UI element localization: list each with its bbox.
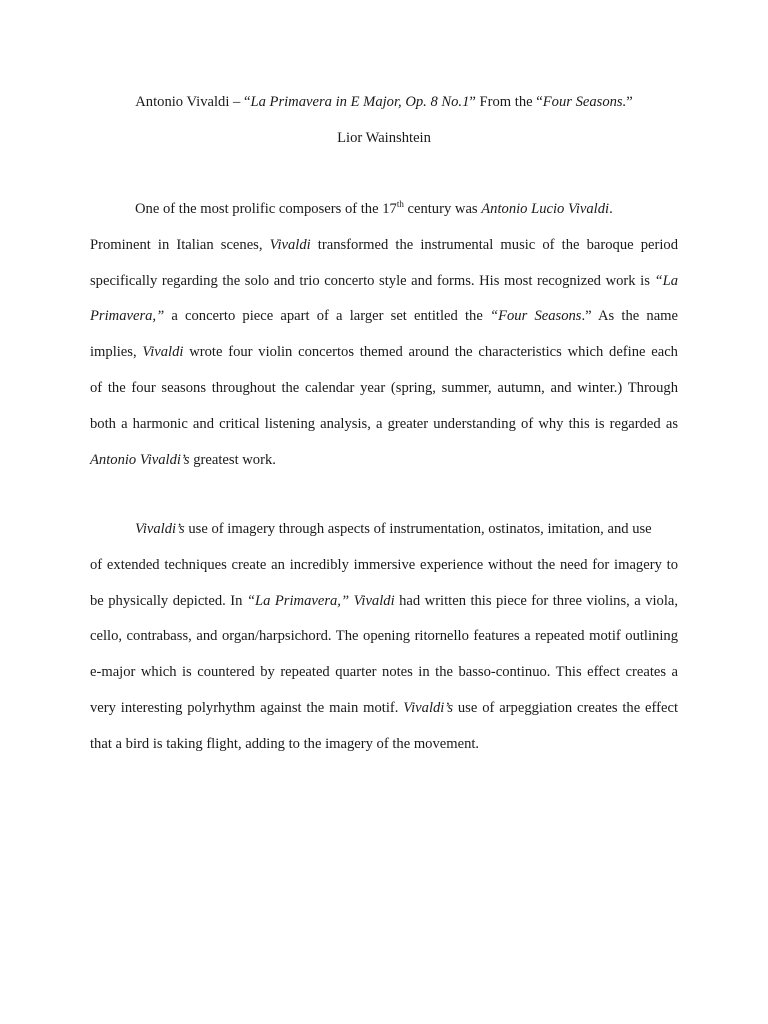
text-run: greatest work.: [189, 451, 276, 468]
italic-run: “La Primavera,”: [246, 592, 350, 609]
document-title: [0, 92, 768, 112]
paragraph-line: that a bird is taking flight, adding to the imagery of the movement.: [90, 735, 480, 752]
italic-run: “Four Seasons: [489, 308, 582, 325]
paragraph-line: [90, 192, 678, 228]
text-run: had written this piece for three violins, a viola,: [394, 592, 679, 609]
paragraph-line: [90, 228, 678, 264]
paragraph-line: [90, 443, 678, 479]
italic-run: Vivaldi: [353, 592, 395, 609]
text-run: .: [609, 201, 613, 217]
text-run: wrote four violin concertos themed around the characteristics which define each: [183, 344, 678, 361]
paragraph-line: of extended techniques create an incredibly immersive experience without the need for imagery to: [90, 556, 678, 573]
title-suffix: ”: [626, 94, 633, 110]
paragraph-line: [90, 512, 678, 548]
paragraph-2: [90, 512, 678, 763]
text-run: very interesting polyrhythm against the main motif.: [90, 699, 404, 716]
paragraph-line: cello, contrabass, and organ/harpsichord. The opening ritornello features a repeated motif outlining: [90, 628, 678, 645]
paragraph-line: [90, 584, 678, 620]
paragraph-line: of the four seasons throughout the calendar year (spring, summer, autumn, and winter.) Through: [90, 379, 678, 396]
author-name: Lior Wainshtein: [337, 130, 431, 146]
italic-run: Vivaldi’s: [135, 521, 185, 537]
text-run: One of the most prolific composers of the 17: [135, 201, 397, 217]
paragraph-line: [90, 264, 678, 300]
text-run: transformed the instrumental music of the baroque period: [310, 236, 678, 253]
text-run: implies,: [90, 344, 143, 361]
italic-run: Vivaldi: [269, 236, 311, 253]
text-run: .” As the name: [581, 308, 678, 325]
title-prefix: Antonio Vivaldi – “: [135, 94, 251, 110]
paragraph-line: [90, 335, 678, 371]
paragraph-line: e-major which is countered by repeated quarter notes in the basso-continuo. This effect creates a: [90, 664, 678, 681]
paragraph-1: [90, 192, 678, 478]
text-run: century was: [403, 201, 482, 217]
text-run: Prominent in Italian scenes,: [90, 236, 270, 253]
paragraph-line: [90, 299, 678, 335]
paragraph-line: [90, 691, 678, 727]
title-middle: ” From the “: [469, 94, 543, 110]
text-run: use of arpeggiation creates the effect: [453, 699, 679, 716]
text-run: a concerto piece apart of a larger set entitled the: [164, 308, 490, 325]
title-set: Four Seasons.: [542, 94, 627, 110]
italic-run: Vivaldi’s: [403, 699, 454, 716]
title-piece: La Primavera in E Major, Op. 8 No.1: [250, 94, 470, 110]
italic-run: Antonio Vivaldi’s: [90, 451, 190, 468]
italic-run: Antonio Lucio Vivaldi: [481, 201, 610, 217]
paragraph-line: both a harmonic and critical listening analysis, a greater understanding of why this is regarded as: [90, 415, 678, 432]
italic-run: “La: [654, 272, 678, 289]
italic-run: Primavera,”: [90, 308, 165, 325]
text-run: be physically depicted. In: [90, 592, 247, 609]
text-run: specifically regarding the solo and trio concerto style and forms. His most recognized work is: [90, 272, 655, 289]
text-run: use of imagery through aspects of instrumentation, ostinatos, imitation, and use: [184, 521, 652, 537]
italic-run: Vivaldi: [142, 344, 184, 361]
superscript: th: [396, 199, 404, 210]
